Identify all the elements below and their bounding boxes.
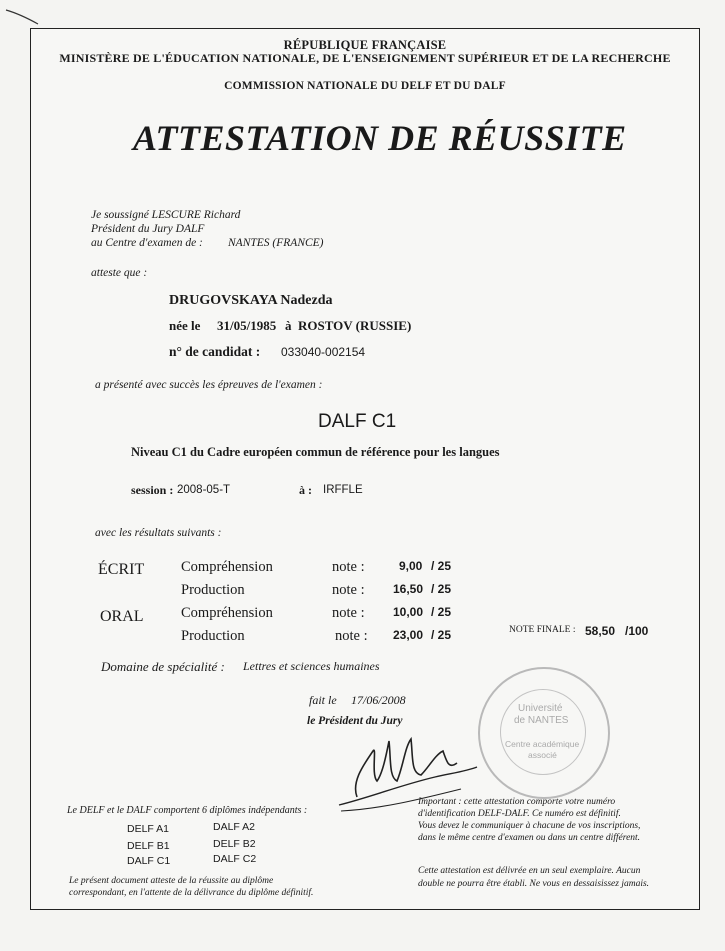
note-label-2: note :: [332, 582, 365, 598]
presented-label: a présenté avec succès les épreuves de l'examen :: [95, 379, 323, 391]
candidate-number-label: n° de candidat :: [169, 344, 261, 359]
session-label: session :: [131, 483, 174, 497]
note-label-4: note :: [335, 628, 368, 644]
oral-production: Production: [181, 628, 245, 644]
results-intro: avec les résultats suivants :: [95, 527, 222, 539]
footer-intro: Le DELF et le DALF comportent 6 diplômes indépendants :: [67, 805, 308, 816]
born-date: 31/05/1985: [217, 318, 277, 333]
atteste-label: atteste que :: [91, 267, 148, 279]
domain-value: Lettres et sciences humaines: [243, 659, 380, 673]
signature-fait: fait le: [309, 693, 337, 707]
footer-note-line1: Le présent document atteste de la réussite au diplôme: [69, 876, 274, 886]
group-ecrit: ÉCRIT: [98, 561, 145, 578]
diploma-dalf-c2: DALF C2: [213, 853, 257, 865]
final-max: /100: [625, 624, 649, 638]
final-score: 58,50: [585, 624, 616, 638]
note-label-1: note :: [332, 559, 365, 575]
stamp-line3: Centre académique: [505, 739, 580, 749]
diploma-dalf-a2: DALF A2: [213, 821, 256, 833]
at-label: à :: [299, 483, 312, 497]
diploma-delf-b2: DELF B2: [213, 838, 256, 850]
signature-president: le Président du Jury: [307, 715, 403, 727]
score-1: 9,00: [399, 559, 423, 573]
session-value: 2008-05-T: [177, 484, 231, 496]
stamp-line1: Université: [518, 703, 563, 714]
born-label: née le: [169, 318, 201, 333]
stamp-line4: associé: [528, 750, 557, 760]
score-max-2: / 25: [431, 582, 452, 596]
important-line3: Vous devez le communiquer à chacune de vos inscriptions,: [418, 821, 641, 831]
document-title: ATTESTATION DE RÉUSSITE: [133, 118, 627, 158]
diploma-delf-b1: DELF B1: [127, 840, 170, 852]
final-label: NOTE FINALE :: [509, 625, 576, 635]
signature-date: 17/06/2008: [351, 693, 406, 707]
score-max-4: / 25: [431, 628, 452, 642]
note-label-3: note :: [332, 605, 365, 621]
header-ministry: MINISTÈRE DE L'ÉDUCATION NATIONALE, DE L'ENSEIGNEMENT SUPÉRIEUR ET DE LA RECHERCHE: [59, 51, 671, 65]
footer-note-line2: correspondant, en l'attente de la délivrance du diplôme définitif.: [69, 888, 314, 898]
stamp-line2: de NANTES: [514, 715, 569, 726]
important-line2: d'identification DELF-DALF. Ce numéro est définitif.: [418, 809, 621, 819]
header-republic: RÉPUBLIQUE FRANÇAISE: [283, 38, 447, 52]
diploma-dalf-c1: DALF C1: [127, 855, 171, 867]
single-copy-line1: Cette attestation est délivrée en un seul exemplaire. Aucun: [418, 866, 641, 876]
ecrit-production: Production: [181, 582, 245, 598]
born-place-prefix: à: [285, 318, 292, 333]
candidate-name: DRUGOVSKAYA Nadezda: [169, 293, 333, 308]
oral-comprehension: Compréhension: [181, 605, 273, 621]
important-line4: dans le même centre d'examen ou dans un centre différent.: [418, 833, 641, 843]
exam-center: NANTES (FRANCE): [228, 237, 324, 249]
exam-level: Niveau C1 du Cadre européen commun de référence pour les langues: [131, 445, 500, 459]
exam-name: DALF C1: [318, 411, 397, 432]
single-copy-line2: double ne pourra être établi. Ne vous en dessaisissez jamais.: [418, 879, 650, 889]
corner-mark: [4, 4, 44, 26]
score-2: 16,50: [393, 582, 424, 596]
signatory-line2: Président du Jury DALF: [91, 223, 205, 235]
official-stamp: [478, 667, 610, 799]
diploma-delf-a1: DELF A1: [127, 823, 170, 835]
header-commission: COMMISSION NATIONALE DU DELF ET DU DALF: [224, 80, 506, 92]
born-place: ROSTOV (RUSSIE): [298, 318, 412, 333]
at-value: IRFFLE: [323, 484, 363, 496]
score-3: 10,00: [393, 605, 424, 619]
signatory-line3-label: au Centre d'examen de :: [91, 237, 203, 249]
certificate-frame: [30, 28, 700, 910]
score-max-1: / 25: [431, 559, 452, 573]
candidate-number: 033040-002154: [281, 345, 366, 359]
signatory-line1: Je soussigné LESCURE Richard: [91, 209, 241, 221]
score-4: 23,00: [393, 628, 424, 642]
group-oral: ORAL: [100, 608, 144, 625]
domain-label: Domaine de spécialité :: [101, 659, 225, 674]
score-max-3: / 25: [431, 605, 452, 619]
important-line1: Important : cette attestation comporte votre numéro: [418, 797, 616, 807]
ecrit-comprehension: Compréhension: [181, 559, 273, 575]
